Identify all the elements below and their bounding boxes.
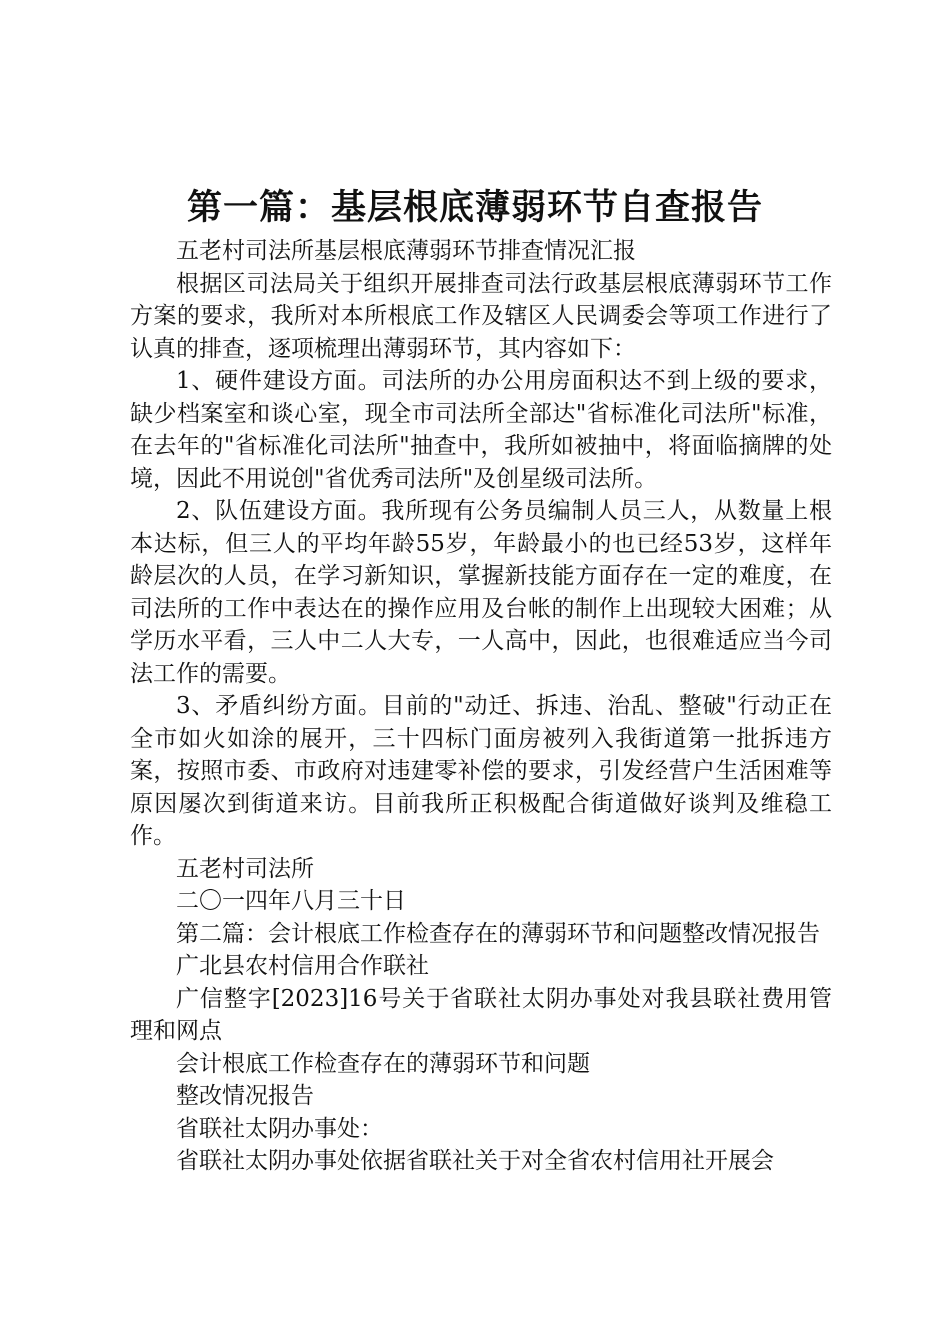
paragraph-subject-1: 会计根底工作检查存在的薄弱环节和问题 (176, 1050, 590, 1077)
paragraph-body-start: 省联社太阴办事处依据省联社关于对全省农村信用社开展会 (176, 1148, 774, 1174)
paragraph-hardware: 1、硬件建设方面。司法所的办公用房面积达不到上级的要求，缺少档案室和谈心室，现全市司法所全部达"省标准化司法所"标准，在去年的"省标准化司法所"抽查中，我所如被抽中，将面临摘牌的处境，因此不用说创"省优秀司法所"及创星级司法所。 (130, 368, 832, 492)
paragraph-intro: 根据区司法局关于组织开展排查司法行政基层根底薄弱环节工作方案的要求，我所对本所根底工作及辖区人民调委会等项工作进行了认真的排查，逐项梳理出薄弱环节，其内容如下： (130, 270, 832, 362)
document-title: 第一篇：基层根底薄弱环节自查报告 (186, 188, 763, 228)
paragraph-staff: 2、队伍建设方面。我所现有公务员编制人员三人，从数量上根本达标，但三人的平均年龄55岁，年龄最小的也已经53岁，这样年龄层次的人员，在学习新知识，掌握新技能方面存在一定的难度，在司法所的工作中表达在的操作应用及台帐的制作上出现较大困难；从学历水平看，三人中二人大专，一人高中，因此，也很难适应当今司法工作的需要。 (130, 498, 832, 687)
paragraph-signature: 五老村司法所 (176, 855, 314, 882)
paragraph-report-heading: 五老村司法所基层根底薄弱环节排查情况汇报 (176, 238, 636, 264)
document-body (130, 235, 832, 1178)
paragraph-salutation: 省联社太阴办事处： (176, 1115, 383, 1142)
paragraph-doc-number: 广信整字[2023]16号关于省联社太阴办事处对我县联社费用管理和网点 (130, 985, 832, 1044)
paragraph-organization: 广北县农村信用合作联社 (176, 953, 429, 979)
paragraph-date: 二〇一四年八月三十日 (176, 888, 406, 914)
paragraph-subject-2: 整改情况报告 (176, 1083, 314, 1109)
paragraph-disputes: 3、矛盾纠纷方面。目前的"动迁、拆违、治乱、整破"行动正在全市如火如涂的展开，三十四标门面房被列入我街道第一批拆违方案，按照市委、市政府对违建零补偿的要求，引发经营户生活困难等原因屡次到街道来访。目前我所正积极配合街道做好谈判及维稳工作。 (130, 693, 832, 849)
paragraph-second-title: 第二篇：会计根底工作检查存在的薄弱环节和问题整改情况报告 (176, 920, 820, 947)
